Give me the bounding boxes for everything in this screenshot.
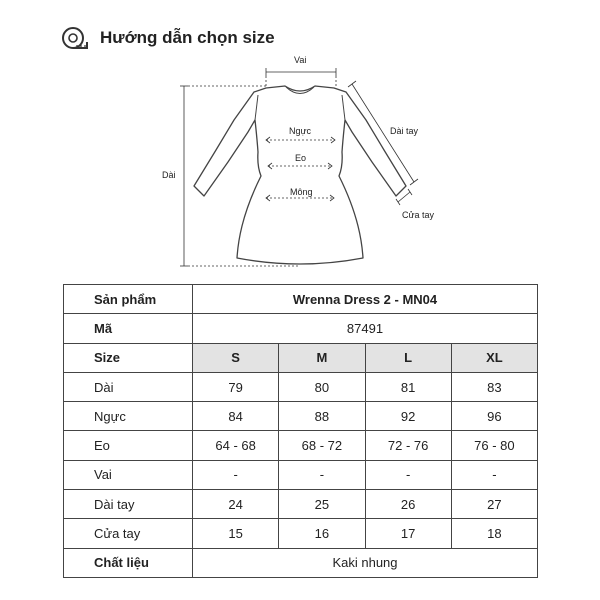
table-row-code (64, 314, 538, 343)
label-hip: Mông (290, 187, 313, 197)
size-header-xl: XL (451, 343, 537, 372)
table-cell: 81 (365, 372, 451, 401)
size-header-m: M (279, 343, 365, 372)
table-cell: 17 (365, 519, 451, 548)
table-cell: 68 - 72 (279, 431, 365, 460)
table-cell: - (451, 460, 537, 489)
table-row-product (64, 285, 538, 314)
dress-outline (194, 86, 406, 264)
table-row (64, 402, 538, 431)
table-cell: 26 (365, 490, 451, 519)
table-cell: 24 (193, 490, 279, 519)
waist-dimension (268, 163, 332, 169)
table-row (64, 460, 538, 489)
table-row (64, 372, 538, 401)
table-row-size (64, 343, 538, 372)
length-dimension (180, 86, 300, 266)
table-cell: 72 - 76 (365, 431, 451, 460)
dress-diagram (0, 0, 600, 280)
label-sleeve-length: Dài tay (390, 126, 419, 136)
table-cell: 83 (451, 372, 537, 401)
table-cell: 18 (451, 519, 537, 548)
row-label: Ngực (64, 402, 193, 431)
label-cuff: Cửa tay (402, 210, 435, 220)
chest-dimension (266, 137, 335, 143)
table-cell: 64 - 68 (193, 431, 279, 460)
label-length: Dài (162, 170, 176, 180)
table-row-material (64, 548, 538, 577)
table-cell: 76 - 80 (451, 431, 537, 460)
size-header-l: L (365, 343, 451, 372)
material-value: Kaki nhung (193, 548, 538, 577)
table-cell: - (193, 460, 279, 489)
table-cell: 84 (193, 402, 279, 431)
table-cell: 15 (193, 519, 279, 548)
row-label: Dài tay (64, 490, 193, 519)
table-row (64, 431, 538, 460)
page-title: Hướng dẫn chọn size (100, 28, 275, 47)
table-cell: 27 (451, 490, 537, 519)
product-value: Wrenna Dress 2 - MN04 (193, 285, 538, 314)
code-label: Mã (64, 314, 193, 343)
table-cell: 25 (279, 490, 365, 519)
row-label: Cửa tay (64, 519, 193, 548)
size-label: Size (64, 343, 193, 372)
table-cell: 96 (451, 402, 537, 431)
cuff-dimension (396, 189, 412, 205)
material-label: Chất liệu (64, 548, 193, 577)
shoulder-dimension (266, 68, 336, 86)
table-cell: 92 (365, 402, 451, 431)
code-value: 87491 (193, 314, 538, 343)
row-label: Dài (64, 372, 193, 401)
table-cell: 16 (279, 519, 365, 548)
table-row (64, 490, 538, 519)
size-table (63, 284, 538, 578)
table-cell: 80 (279, 372, 365, 401)
table-cell: - (365, 460, 451, 489)
size-header-s: S (193, 343, 279, 372)
label-chest: Ngực (289, 126, 312, 136)
table-cell: - (279, 460, 365, 489)
row-label: Vai (64, 460, 193, 489)
label-waist: Eo (295, 153, 307, 163)
row-label: Eo (64, 431, 193, 460)
label-shoulder: Vai (294, 55, 307, 65)
dress-illustration (0, 0, 600, 280)
product-label: Sản phẩm (64, 285, 193, 314)
table-cell: 88 (279, 402, 365, 431)
table-row (64, 519, 538, 548)
table-cell: 79 (193, 372, 279, 401)
